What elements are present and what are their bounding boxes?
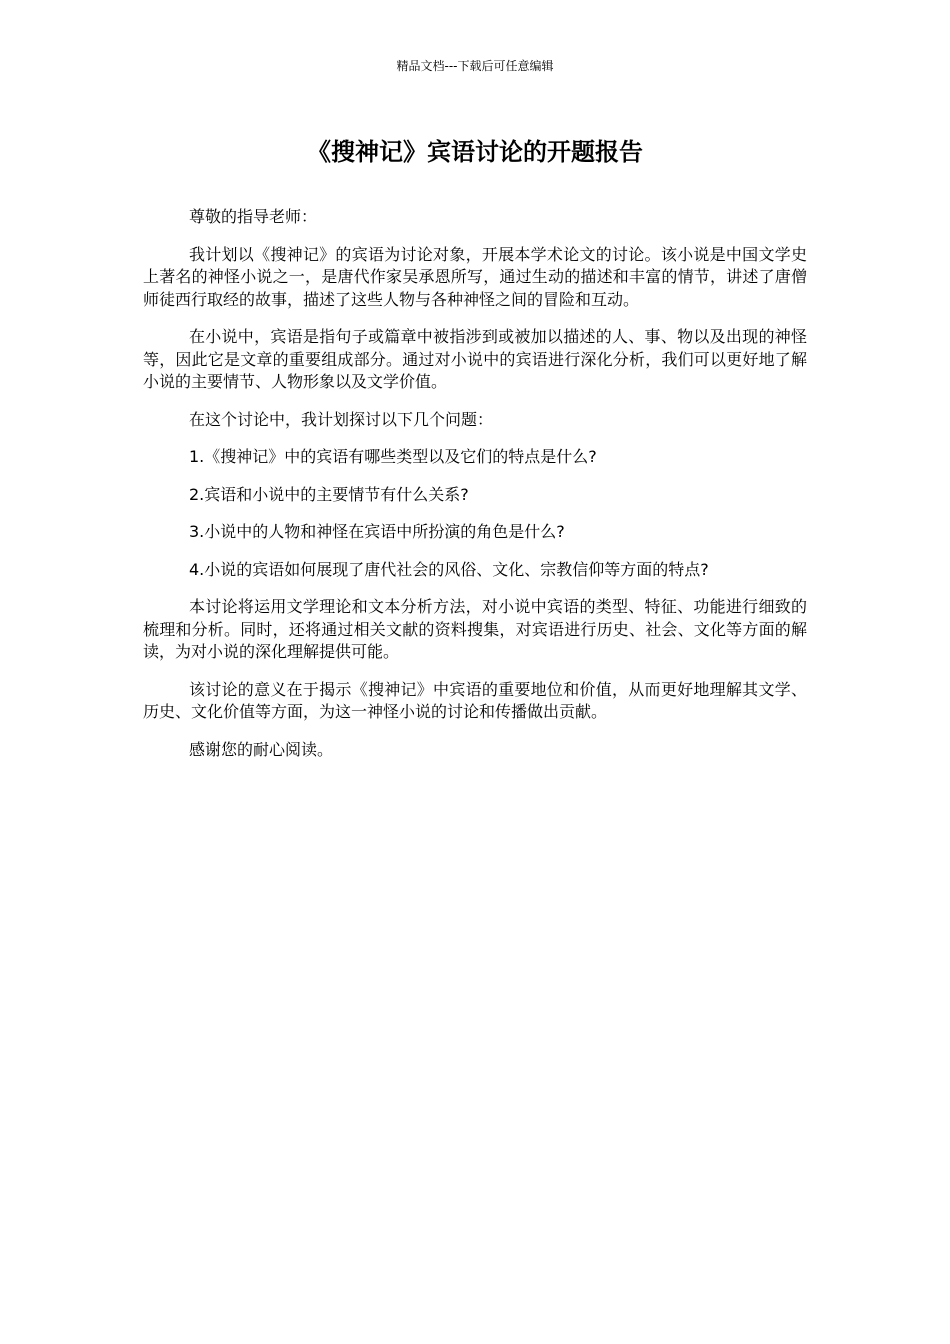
closing-thanks: 感谢您的耐心阅读。 bbox=[189, 739, 334, 759]
question-item: 3.小说中的人物和神怪在宾语中所扮演的角色是什么? bbox=[189, 522, 565, 541]
page-header-note: 精品文档---下载后可任意编辑 bbox=[396, 59, 554, 73]
paragraph-significance: 该讨论的意义在于揭示《搜神记》中宾语的重要地位和价值，从而更好地理解其文学、历史、文化价值等方面，为这一神怪小说的讨论和传播做出贡献。 bbox=[143, 679, 807, 721]
document-body bbox=[143, 206, 807, 776]
paragraph-definition: 在小说中，宾语是指句子或篇章中被指涉到或被加以描述的人、事、物以及出现的神怪等，因此它是文章的重要组成部分。通过对小说中的宾语进行深化分析，我们可以更好地了解小说的主要情节、人物形象以及文学价值。 bbox=[143, 327, 807, 391]
document-title: 《搜神记》宾语讨论的开题报告 bbox=[307, 138, 643, 166]
paragraph-questions-lead: 在这个讨论中，我计划探讨以下几个问题： bbox=[189, 409, 494, 429]
paragraph-methods: 本讨论将运用文学理论和文本分析方法，对小说中宾语的类型、特征、功能进行细致的梳理和分析。同时，还将通过相关文献的资料搜集，对宾语进行历史、社会、文化等方面的解读，为对小说的深化理解提供可能。 bbox=[143, 597, 807, 661]
question-item: 4.小说的宾语如何展现了唐代社会的风俗、文化、宗教信仰等方面的特点? bbox=[189, 559, 709, 579]
greeting-line: 尊敬的指导老师： bbox=[189, 207, 318, 226]
paragraph-intro: 我计划以《搜神记》的宾语为讨论对象，开展本学术论文的讨论。该小说是中国文学史上著名的神怪小说之一，是唐代作家吴承恩所写，通过生动的描述和丰富的情节，讲述了唐僧师徒西行取经的故事，描述了这些人物与各种神怪之间的冒险和互动。 bbox=[143, 244, 807, 309]
question-item: 1.《搜神记》中的宾语有哪些类型以及它们的特点是什么? bbox=[189, 447, 597, 466]
question-item: 2.宾语和小说中的主要情节有什么关系? bbox=[189, 484, 469, 504]
